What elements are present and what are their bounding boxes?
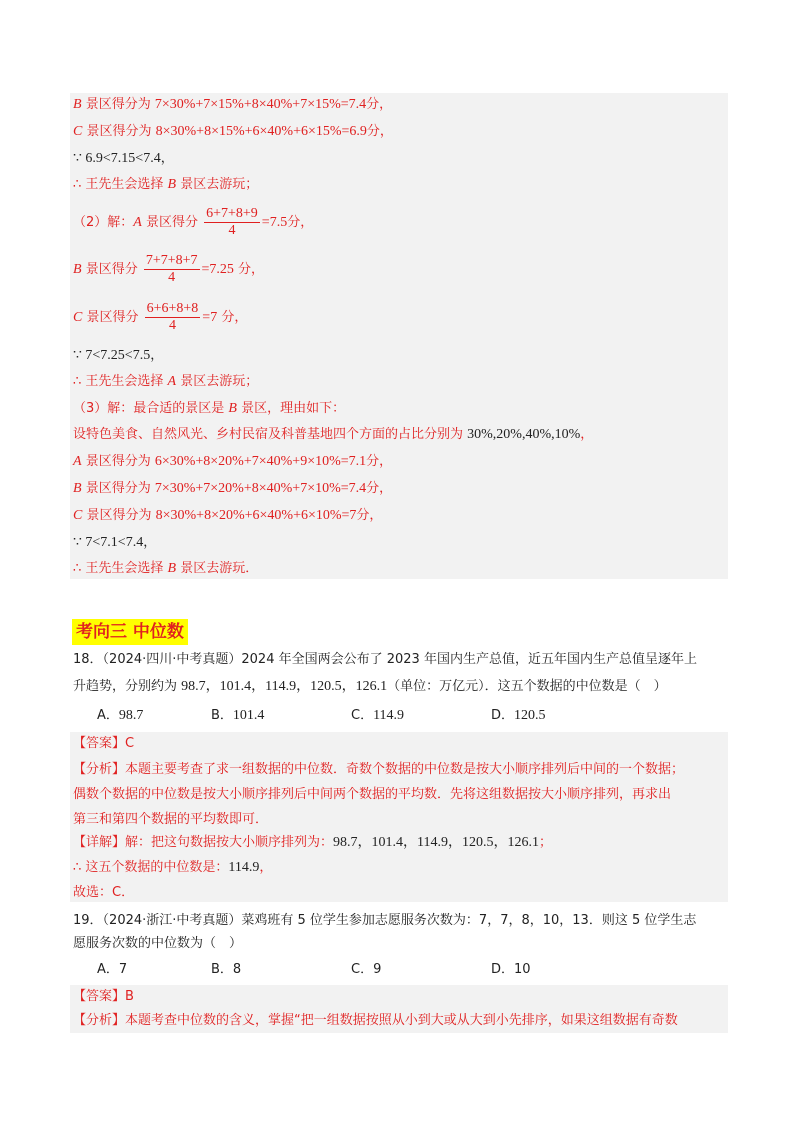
q19-option-b[interactable]: B．8	[211, 962, 242, 977]
fraction: $\frac{6+6+8+8}{4}$	[146, 301, 199, 333]
line-part2-b: B 景区得分 $\frac{7+7+8+7}{4}$ =7.25 分，	[73, 253, 265, 285]
line-because-2: ∵ 7<7.25<7.5，	[73, 348, 164, 363]
q18-stem-line1: 18．（2024·四川·中考真题）2024 年全国两会公布了 2023 年国内生产总值，近五年国内生产总值呈逐年上	[73, 652, 697, 667]
q18-choose: 故选：C．	[73, 885, 135, 900]
line-part2-a: （2）解：A 景区得分 $\frac{6+7+8+9}{4}$ =7.5分，	[73, 206, 314, 238]
q18-analysis-3: 第三和第四个数据的平均数即可．	[73, 812, 269, 827]
line-b-score: B 景区得分为 7×30%+7×15%+8×40%+7×15%=7.4分，	[73, 97, 393, 112]
q19-analysis-1: 【分析】本题考查中位数的含义，掌握“把一组数据按照从小到大或从大到小先排序，如果这组数据有奇数	[73, 1013, 678, 1028]
line-part3-c: C 景区得分为 8×30%+8×20%+6×40%+6×10%=7分，	[73, 508, 383, 523]
q18-analysis-1: 【分析】本题主要考查了求一组数据的中位数．奇数个数据的中位数是按大小顺序排列后中间的一个数据；	[73, 762, 685, 777]
line-part3-intro: （3）解：最合适的景区是 B 景区，理由如下：	[73, 401, 346, 416]
line-because-1: ∵ 6.9<7.15<7.4，	[73, 151, 174, 166]
q19-option-a[interactable]: A．7	[97, 962, 128, 977]
q18-options	[73, 706, 733, 726]
q18-option-b[interactable]: B．101.4	[211, 708, 265, 723]
q18-conclusion: ∴ 这五个数据的中位数是：114.9，	[73, 860, 273, 875]
q18-option-c[interactable]: C．114.9	[351, 708, 405, 723]
line-therefore-2: ∴ 王先生会选择 A 景区去游玩；	[73, 374, 259, 389]
q19-answer: 【答案】B	[73, 989, 134, 1004]
line-part3-a: A 景区得分为 6×30%+8×20%+7×40%+9×10%=7.1分，	[73, 454, 393, 469]
q18-stem-line2: 升趋势，分别约为 98.7，101.4，114.9，120.5，126.1（单位：万亿元）．这五个数据的中位数是（ ）	[73, 679, 667, 694]
fraction: $\frac{6+7+8+9}{4}$	[206, 206, 258, 238]
q18-answer: 【答案】C	[73, 736, 135, 751]
q19-stem-line1: 19．（2024·浙江·中考真题）菜鸡班有 5 位学生参加志愿服务次数为：7，7，8，10，13．则这 5 位学生志	[73, 913, 697, 928]
q19-option-d[interactable]: D．10	[491, 962, 531, 977]
line-therefore-3: ∴ 王先生会选择 B 景区去游玩．	[73, 561, 259, 576]
line-because-3: ∵ 7<7.1<7.4，	[73, 535, 157, 550]
q18-analysis-2: 偶数个数据的中位数是按大小顺序排列后中间两个数据的平均数．先将这组数据按大小顺序排列，再求出	[73, 787, 672, 802]
line-part3-b: B 景区得分为 7×30%+7×20%+8×40%+7×10%=7.4分，	[73, 481, 393, 496]
q19-stem-line2: 愿服务次数的中位数为（ ）	[73, 936, 243, 951]
q18-detail: 【详解】解：把这句数据按大小顺序排列为：98.7，101.4，114.9，120.5，126.1；	[73, 835, 553, 850]
q19-options	[73, 960, 733, 980]
q18-option-d[interactable]: D．120.5	[491, 708, 546, 723]
line-therefore-1: ∴ 王先生会选择 B 景区去游玩；	[73, 177, 259, 192]
line-part2-c: C 景区得分 $\frac{6+6+8+8}{4}$ =7 分，	[73, 301, 248, 333]
line-part3-weights: 设特色美食、自然风光、乡村民宿及科普基地四个方面的占比分别为 30%,20%,40%,10%，	[73, 427, 594, 442]
section-heading: 考向三 中位数	[72, 619, 188, 645]
q18-option-a[interactable]: A．98.7	[97, 708, 144, 723]
fraction: $\frac{7+7+8+7}{4}$	[145, 253, 198, 285]
q19-option-c[interactable]: C．9	[351, 962, 382, 977]
line-c-score: C 景区得分为 8×30%+8×15%+6×40%+6×15%=6.9分，	[73, 124, 393, 139]
